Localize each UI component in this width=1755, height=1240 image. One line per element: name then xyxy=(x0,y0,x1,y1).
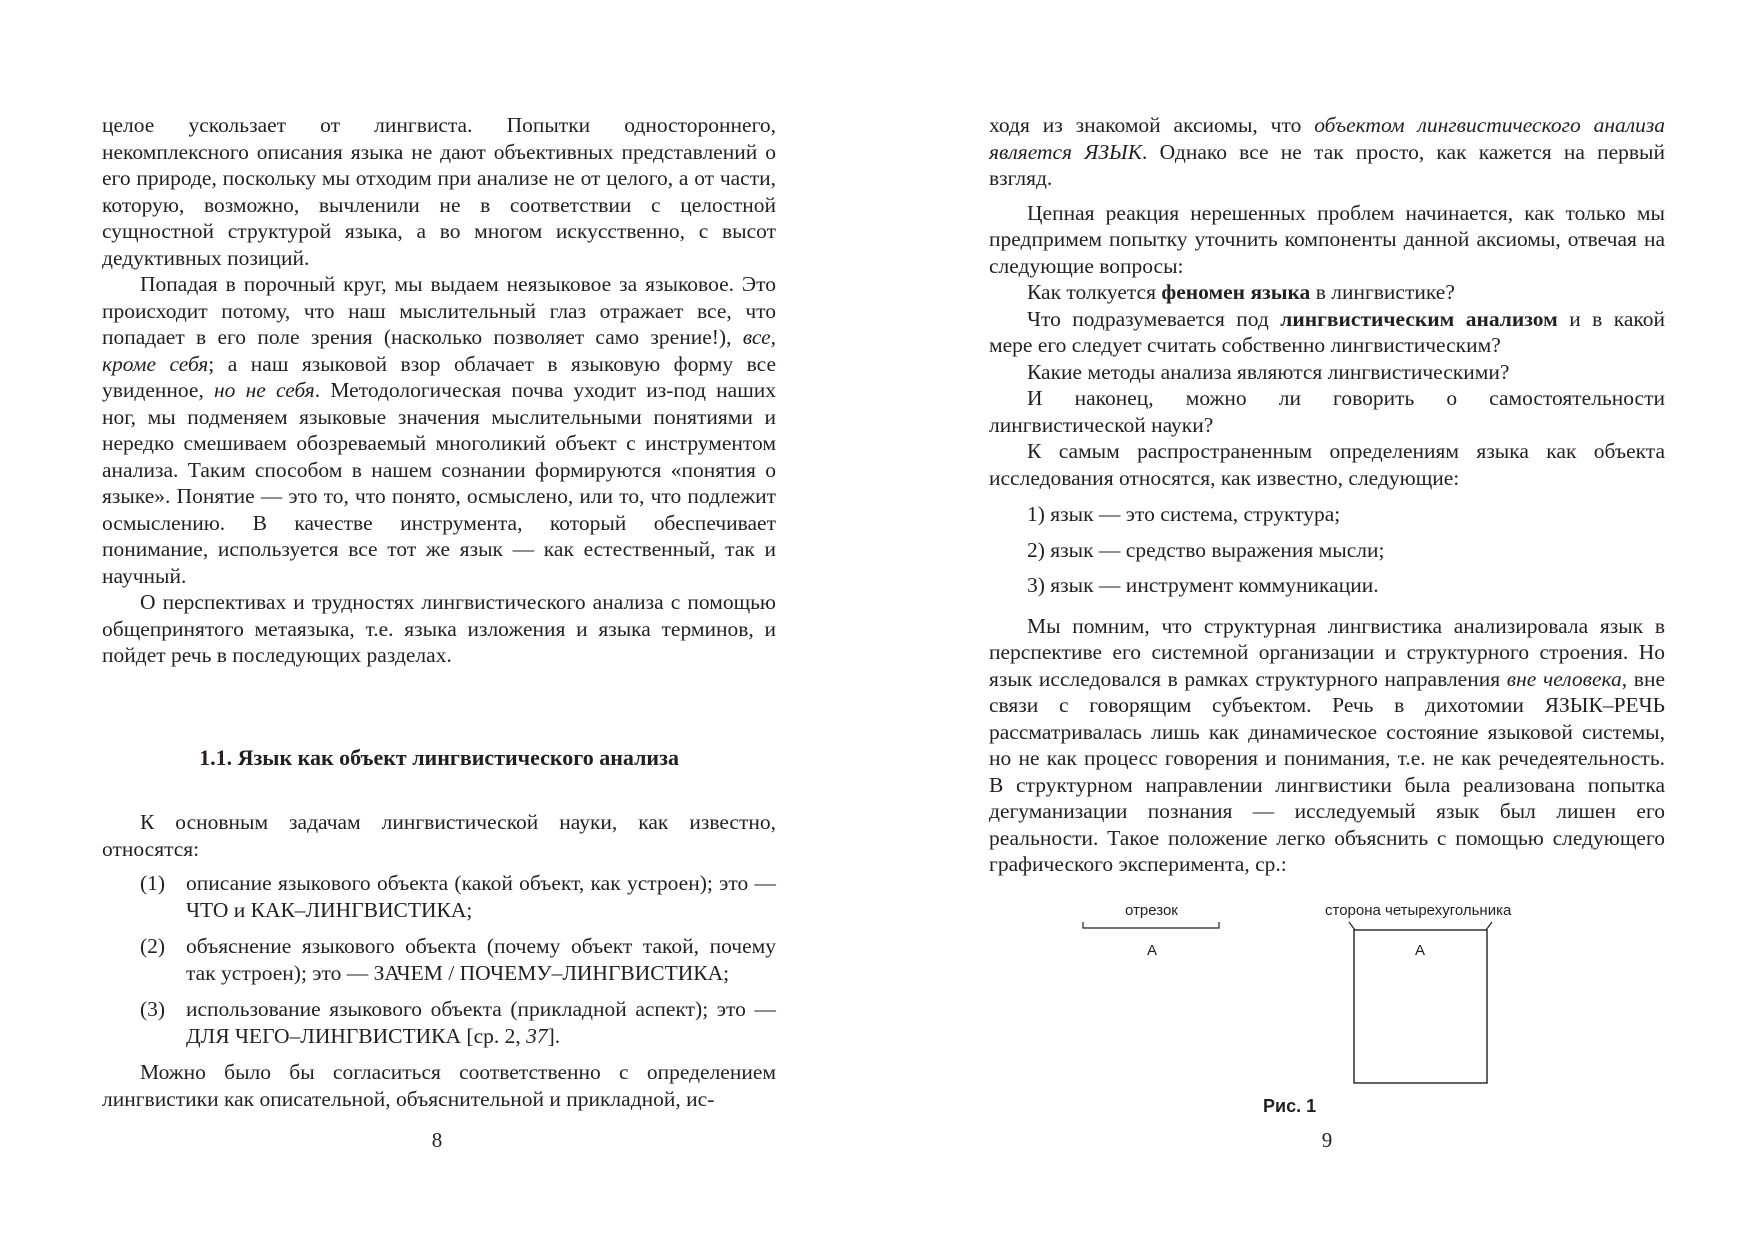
text-span: и в какой мере его следует считать собственно лингвистическим? xyxy=(989,306,1665,357)
text-span: ]. xyxy=(547,1023,561,1048)
paragraph xyxy=(102,271,776,589)
page-number: 8 xyxy=(431,1128,443,1152)
question xyxy=(989,279,1665,306)
list-item: 2) язык — средство выражения мысли; xyxy=(1027,537,1385,562)
paragraph xyxy=(989,112,1665,192)
italic-span: вне человека xyxy=(1506,666,1622,691)
text-span: ; а наш языковой взор облачает в языковую форму все увиденное, xyxy=(102,351,776,402)
list-number: (3) xyxy=(140,997,166,1021)
paragraph: Можно было бы согласиться соответственно с определением лингвистики как описательной, объяснительной и прикладной, ис- xyxy=(102,1060,776,1111)
text-span: Попадая в порочный круг, мы выдаем неязыковое за языковое. Это происходит потому, что наш мыслительный глаз отражает все, что попадает в его поле зрения (насколько позволяет само зрение!), xyxy=(102,272,776,349)
question xyxy=(989,306,1665,359)
text-span: ходя из знакомой аксиомы, что xyxy=(989,113,1315,137)
left-text-column xyxy=(102,112,776,1112)
text-span: . Методологическая почва уходит из-под наших ног, мы подменяем языковые значения мыслительными понятиями и нередко смешиваем обозреваемый многоликий объект с инструментом анализа. Таким способом в нашем сознании формируются «понятия о языке». Понятие — это то, что понято, осмыслено, или то, что подлежит осмыслению. В качестве инструмента, который обеспечивает понимание, используется все тот же язык — как естественный, так и научный. xyxy=(102,378,776,588)
right-text-column xyxy=(989,112,1666,1116)
list-item xyxy=(102,870,776,923)
figure-caption: Рис. 1 xyxy=(1263,1095,1317,1116)
list-text xyxy=(186,996,776,1049)
list-item xyxy=(102,996,776,1049)
paragraph: К основным задачам лингвистической науки, как известно, относятся: xyxy=(102,810,776,861)
text-span: Как толкуется xyxy=(1027,280,1162,304)
paragraph: К самым распространенным определениям языка как объекта исследования относятся, как известно, следующие: xyxy=(989,439,1665,490)
figure-1 xyxy=(989,898,1665,1116)
bold-span: лингвистическим анализом xyxy=(1280,306,1558,331)
label-segment: отрезок xyxy=(1125,901,1178,919)
italic-span: объектом лингвистического анализа является ЯЗЫК xyxy=(989,113,1666,164)
list-item xyxy=(102,933,776,986)
list-text: описание языкового объекта (какой объект, как устроен); это — ЧТО и КАК–ЛИНГВИСТИКА; xyxy=(186,871,776,922)
paragraph: Цепная реакция нерешенных проблем начинается, как только мы предпримем попытку уточнить компоненты данной аксиомы, отвечая на следующие вопросы: xyxy=(989,200,1665,278)
list-item: 1) язык — это система, структура; xyxy=(1027,502,1341,526)
list-text: объяснение языкового объекта (почему объект такой, почему так устроен); это — ЗАЧЕМ / ПОЧЕМУ–ЛИНГВИСТИКА; xyxy=(186,934,776,985)
italic-span: 37 xyxy=(526,1023,548,1048)
section-heading: 1.1. Язык как объект лингвистического анализа xyxy=(199,744,679,770)
text-span: , вне связи с говорящим субъектом. Речь в дихотомии ЯЗЫК–РЕЧЬ рассматривалась лишь как динамическое состояние языковой системы, но не как процесс говорения и понимания, т.е. не как речедеятельность. В структурном направлении лингвистики была реализована попытка дегуманизации познания — исследуемый язык был лишен его реальности. Такое положение легко объяснить с помощью следующего графического эксперимента, ср.: xyxy=(989,666,1665,876)
paragraph xyxy=(989,613,1665,878)
figure-drawing xyxy=(989,898,1665,1108)
italic-span: все, кроме себя xyxy=(102,325,776,376)
list-item: 3) язык — инструмент коммуникации. xyxy=(1027,573,1379,597)
label-side: сторона четырехугольника xyxy=(1325,901,1512,919)
italic-span: но не себя xyxy=(214,378,315,402)
list-number: (2) xyxy=(140,934,166,958)
text-span: . Однако все не так просто, как кажется на первый взгляд. xyxy=(989,139,1665,190)
text-span: Мы помним, что структурная лингвистика анализировала язык в перспективе его системной организации и структурного строения. Но язык исследовался в рамках структурного направления xyxy=(989,613,1665,691)
left-page xyxy=(0,0,877,1240)
right-page xyxy=(877,0,1755,1240)
question: И наконец, можно ли говорить о самостоятельности лингвистической науки? xyxy=(989,386,1665,437)
definition-list xyxy=(989,501,1665,599)
label-a-segment: А xyxy=(1147,941,1158,959)
text-span: Что подразумевается под xyxy=(1027,306,1281,331)
label-a-square: А xyxy=(1415,941,1426,959)
list-number: (1) xyxy=(140,871,166,895)
paragraph: целое ускользает от лингвиста. Попытки одностороннего, некомплексного описания языка не дают объективных представлений о его природе, поскольку мы отходим при анализе не от целого, а от части, которую, возможно, вычленили не в соответствии с целостной сущностной структурой языка, а во многом искусственно, с высот дедуктивных позиций. xyxy=(102,113,776,270)
page-number: 9 xyxy=(1321,1128,1333,1152)
question: Какие методы анализа являются лингвистическими? xyxy=(1027,359,1510,384)
bold-span: феномен языка xyxy=(1161,280,1311,304)
text-span: в лингвистике? xyxy=(1310,280,1455,304)
task-list xyxy=(102,870,776,1049)
text-span: использование языкового объекта (прикладной аспект); это — ДЛЯ ЧЕГО–ЛИНГВИСТИКА [ср. 2, xyxy=(186,997,776,1048)
paragraph: О перспективах и трудностях лингвистического анализа с помощью общепринятого метаязыка, т.е. языка изложения и языка терминов, и пойдет речь в последующих разделах. xyxy=(102,590,776,667)
